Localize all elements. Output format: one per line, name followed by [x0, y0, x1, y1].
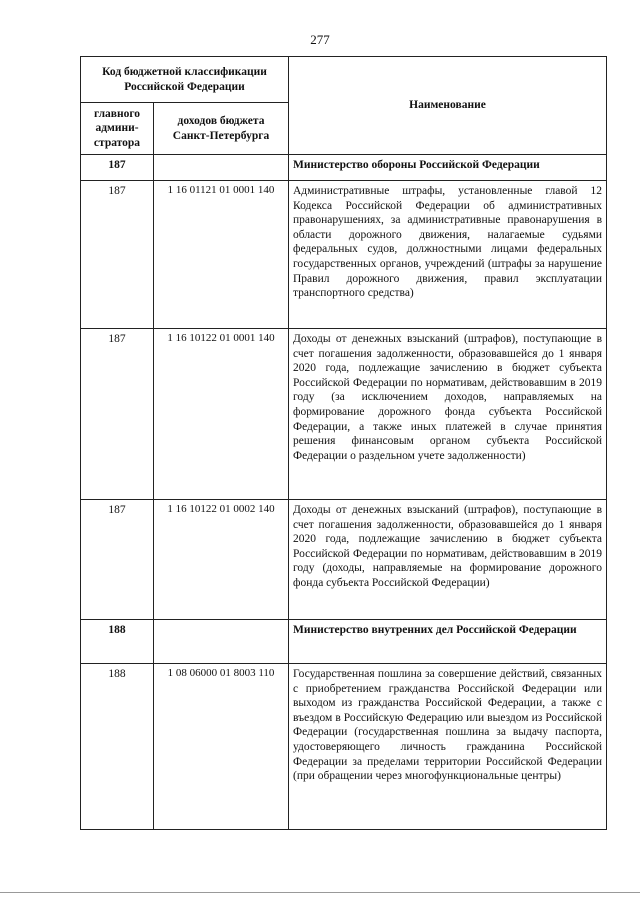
section-row: [81, 620, 607, 664]
budget-classification-table: [80, 56, 607, 830]
admin-code: 187: [81, 500, 154, 620]
item-name: Доходы от денежных взысканий (штрафов), поступающие в счет погашения задолженности, образовавшейся до 1 января 2020 года, подлежащие зачислению в бюджет субъекта Российской Федерации по нормативам, действовавшим в 2019 году (за исключением доходов, направляемых на формирование дорожного фонда субъекта Российской Федерации, а также иных платежей в случае принятия решения финансовым органом субъекта Российской Федерации о раздельном учете задолженности): [289, 329, 607, 500]
table-row: [81, 329, 607, 500]
income-code: [154, 155, 289, 181]
table-row: [81, 500, 607, 620]
admin-code: 187: [81, 181, 154, 329]
item-name: Государственная пошлина за совершение действий, связанных с приобретением гражданства Российской Федерации или выходом из гражданства Российской Федерации, а также с въездом в Российскую Федерацию или выездом из Российской Федерации (государственная пошлина за выдачу паспорта, удостоверяющего личность гражданина Российской Федерации за пределами территории Российской Федерации (при обращении через многофункциональные центры): [289, 664, 607, 830]
header-income: доходов бюджета Санкт-Петербурга: [154, 103, 289, 155]
section-row: [81, 155, 607, 181]
table-row: [81, 664, 607, 830]
income-code: [154, 620, 289, 664]
table-row: [81, 181, 607, 329]
header-code-group: Код бюджетной классификации Российской Федерации: [81, 57, 289, 103]
item-name: Административные штрафы, установленные главой 12 Кодекса Российской Федерации об административных правонарушениях, за административные правонарушения в области дорожного движения, налагаемые судьями федеральных судов, должностными лицами федеральных государственных органов, учреждений (штрафы за нарушение Правил дорожного движения, правил эксплуатации транспортного средства): [289, 181, 607, 329]
section-title: Министерство внутренних дел Российской Федерации: [289, 620, 607, 664]
income-code: 1 16 10122 01 0001 140: [154, 329, 289, 500]
page-bottom-rule: [0, 892, 640, 893]
admin-code: 188: [81, 620, 154, 664]
item-name: Доходы от денежных взысканий (штрафов), поступающие в счет погашения задолженности, образовавшейся до 1 января 2020 года, подлежащие зачислению в бюджет субъекта Российской Федерации по нормативам, действовавшим в 2019 году (доходы, направляемые на формирование дорожного фонда субъекта Российской Федерации): [289, 500, 607, 620]
income-code: 1 16 01121 01 0001 140: [154, 181, 289, 329]
header-admin: главного админи-стратора: [81, 103, 154, 155]
admin-code: 187: [81, 155, 154, 181]
page-number: 277: [310, 32, 330, 47]
admin-code: 188: [81, 664, 154, 830]
income-code: 1 08 06000 01 8003 110: [154, 664, 289, 830]
section-title: Министерство обороны Российской Федерации: [289, 155, 607, 181]
admin-code: 187: [81, 329, 154, 500]
income-code: 1 16 10122 01 0002 140: [154, 500, 289, 620]
header-name: Наименование: [289, 57, 607, 155]
